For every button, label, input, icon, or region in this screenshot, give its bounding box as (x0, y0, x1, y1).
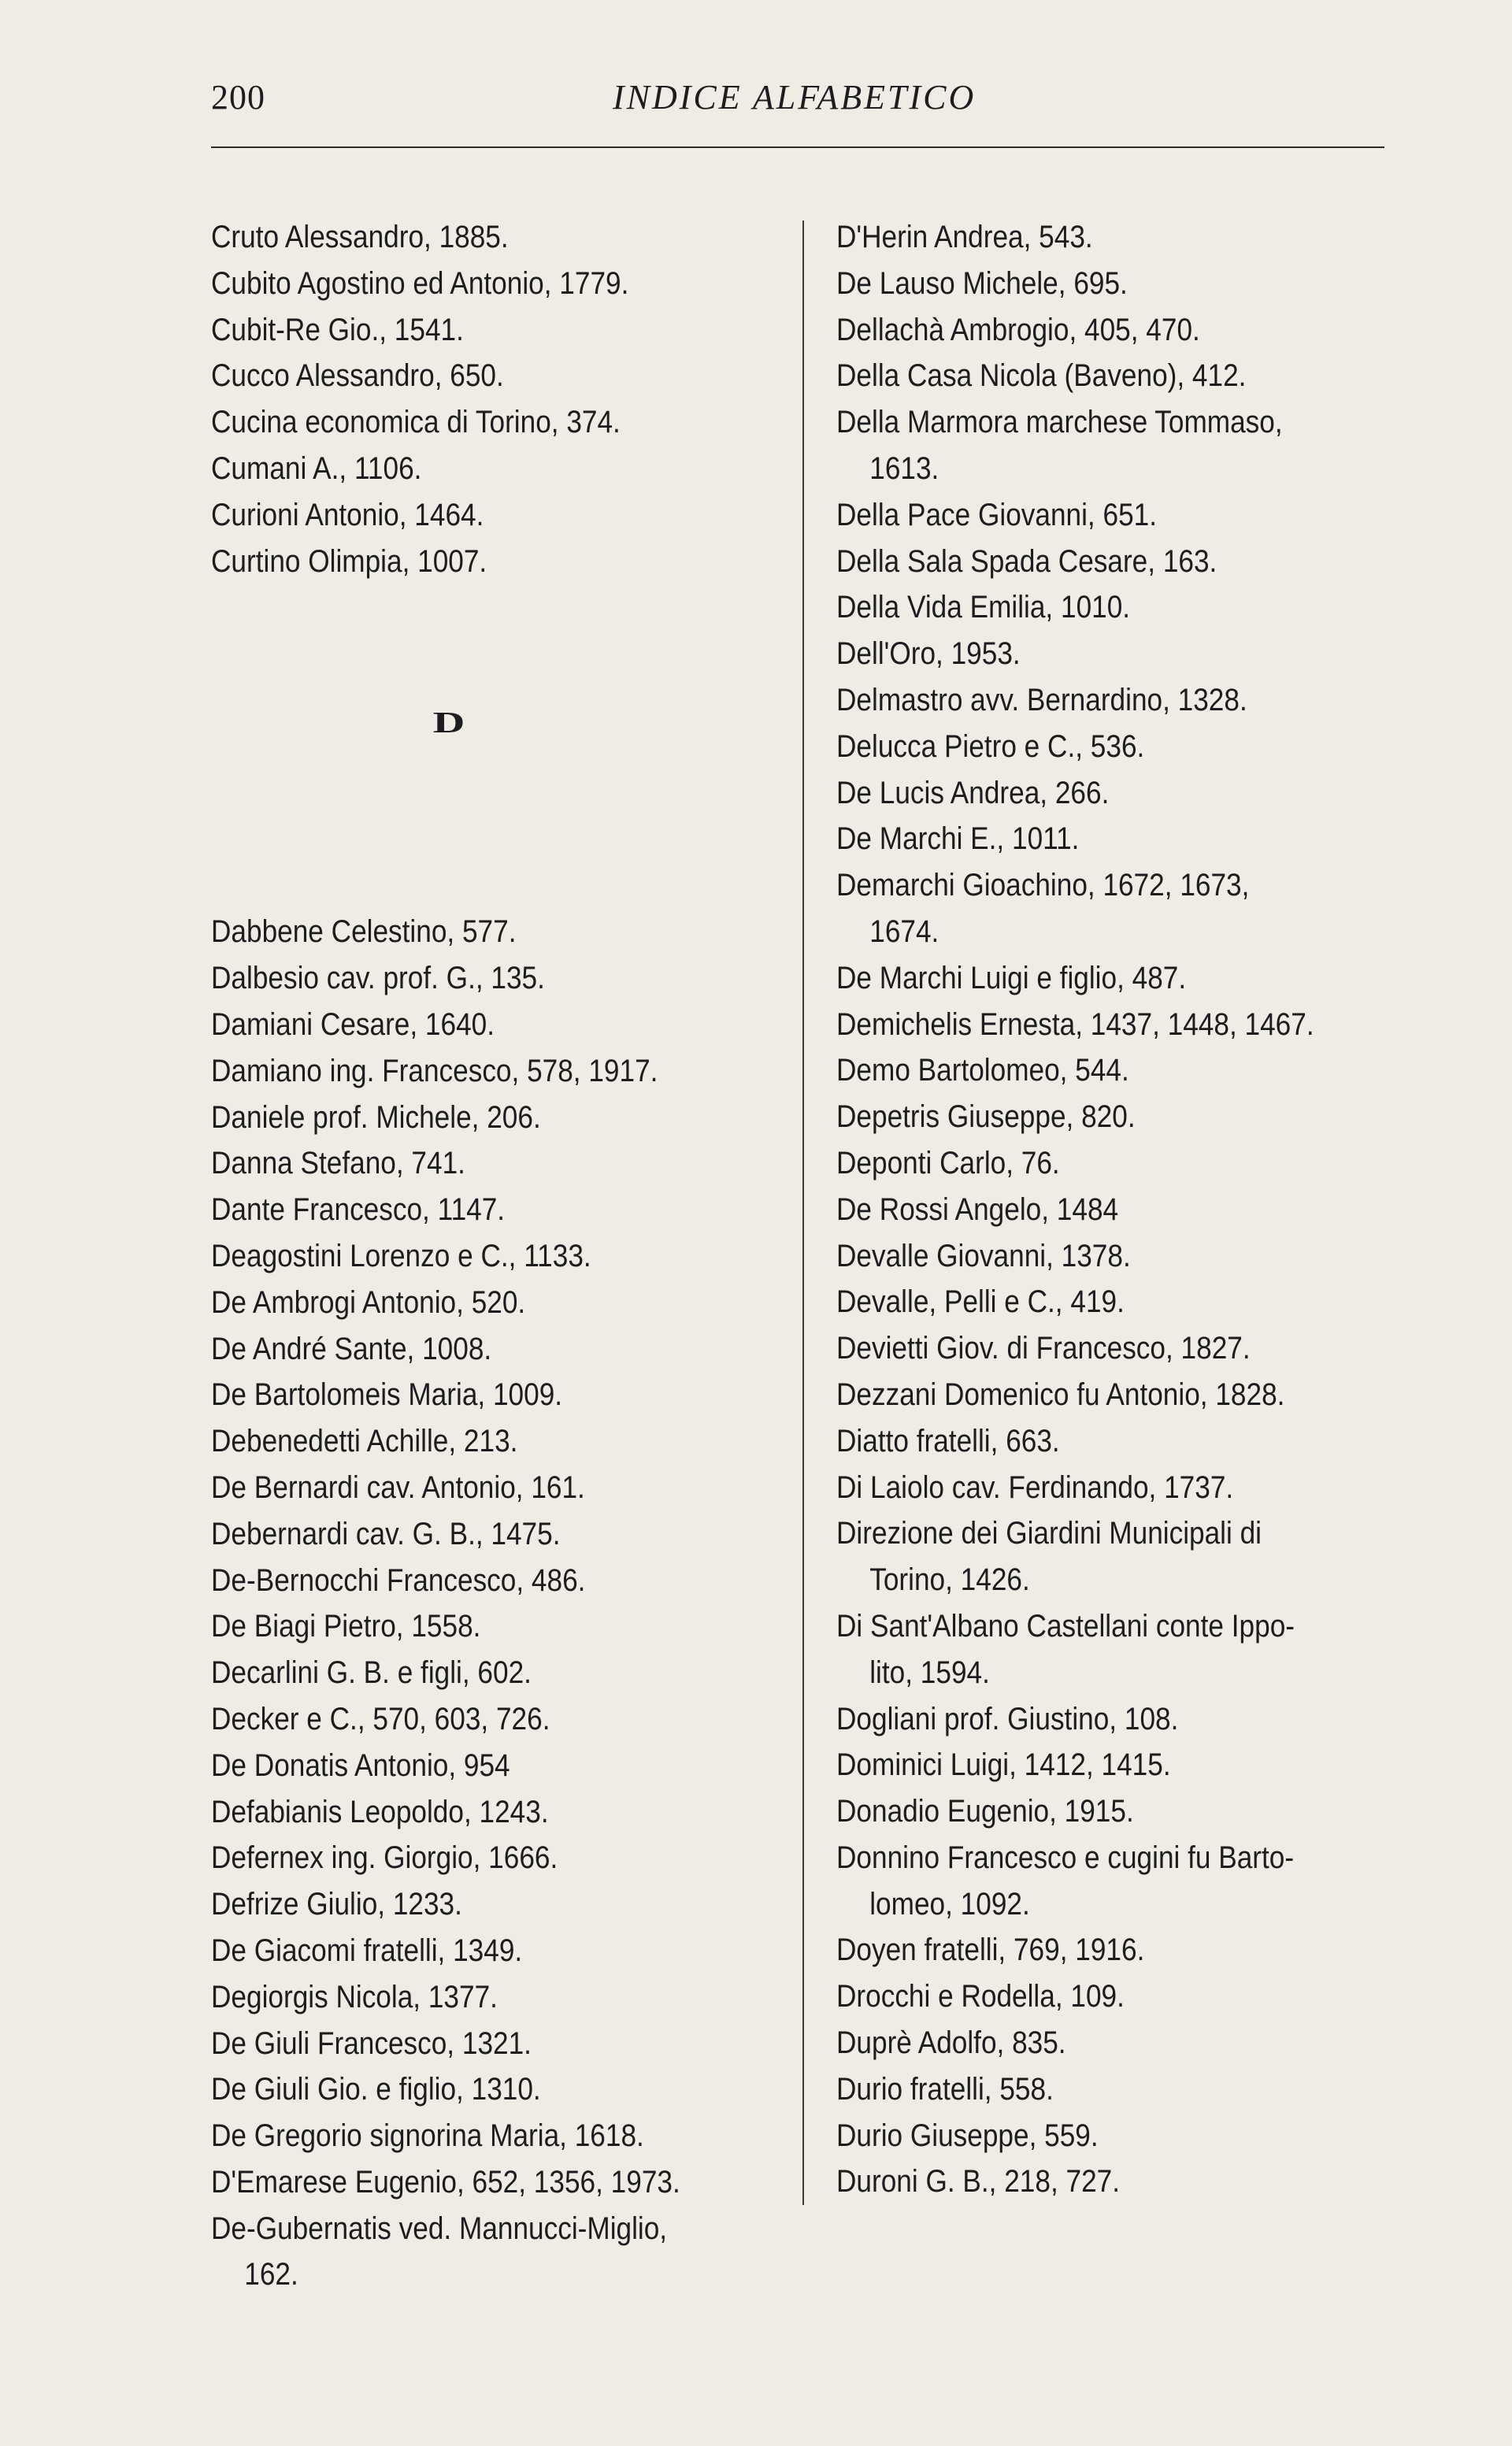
index-entry (211, 1881, 780, 1928)
entry-text: Dabbene Celestino, 577. (211, 914, 517, 950)
entry-text: Della Marmora marchese Tommaso, (836, 405, 1283, 440)
index-entry (211, 1465, 780, 1511)
entry-text: Doyen fratelli, 769, 1916. (836, 1933, 1145, 1968)
index-entry (836, 214, 1446, 261)
entry-text: Demo Bartolomeo, 544. (836, 1053, 1129, 1088)
entry-continuation: lomeo, 1092. (869, 1886, 1030, 1922)
entry-text: Cucina economica di Torino, 374. (211, 405, 621, 440)
right-column (836, 214, 1446, 2205)
index-entry (836, 1973, 1446, 2020)
entry-text: Dell'Oro, 1953. (836, 636, 1021, 672)
index-entry (836, 307, 1446, 354)
entry-text: Cruto Alessandro, 1885. (211, 220, 509, 254)
entry-text: Dante Francesco, 1147. (211, 1192, 506, 1228)
entry-text: Demarchi Gioachino, 1672, 1673, (836, 868, 1250, 903)
index-entry (836, 770, 1446, 817)
entry-text: Debernardi cav. G. B., 1475. (211, 1516, 561, 1551)
entry-text: Devalle, Pelli e C., 419. (836, 1284, 1125, 1320)
entry-text: Della Vida Emilia, 1010. (836, 590, 1131, 625)
index-entry (836, 955, 1446, 1002)
entry-text: Deponti Carlo, 76. (836, 1145, 1060, 1180)
entry-text: De Ambrogi Antonio, 520. (211, 1284, 526, 1320)
entry-continuation: lito, 1594. (869, 1655, 990, 1690)
entry-text: De Giuli Gio. e figlio, 1310. (211, 2072, 541, 2107)
entry-text: Decker e C., 570, 603, 726. (211, 1701, 550, 1736)
index-entry (211, 1743, 780, 1789)
index-entry (836, 2020, 1446, 2066)
entry-text: De Biagi Pietro, 1558. (211, 1609, 481, 1644)
entry-text: Duroni G. B., 218, 727. (836, 2164, 1121, 2200)
entry-text: De Giacomi fratelli, 1349. (211, 1933, 523, 1968)
index-entry (836, 584, 1446, 631)
entry-text: Dalbesio cav. prof. G., 135. (211, 961, 545, 996)
entry-text: Donnino Francesco e cugini fu Barto- (836, 1840, 1295, 1875)
index-entry (211, 2206, 780, 2299)
index-entry (211, 1603, 780, 1650)
index-entry (211, 955, 780, 1002)
entry-text: Dogliani prof. Giustino, 108. (836, 1701, 1179, 1736)
index-entry (211, 1789, 780, 1836)
index-entry (211, 1002, 780, 1048)
entry-text: De Donatis Antonio, 954 (211, 1747, 510, 1783)
entries-before-letter (211, 214, 780, 584)
index-entry (211, 214, 780, 261)
entry-text: Danna Stefano, 741. (211, 1146, 465, 1181)
page-number: 200 (211, 78, 265, 117)
index-entry (211, 1558, 780, 1604)
header-rule (211, 146, 1384, 148)
entry-text: Daniele prof. Michele, 206. (211, 1099, 541, 1135)
index-entry (836, 1187, 1446, 1233)
index-entry (211, 1187, 780, 1233)
index-entry (836, 1696, 1446, 1743)
entry-text: Defrize Giulio, 1233. (211, 1887, 462, 1922)
index-entry (211, 1048, 780, 1095)
entry-text: D'Emarese Eugenio, 652, 1356, 1973. (211, 2164, 680, 2200)
index-entry (211, 261, 780, 307)
index-entry (211, 353, 780, 399)
index-entry (836, 261, 1446, 307)
index-entry (211, 1928, 780, 1974)
index-entry (836, 1465, 1446, 1511)
entry-text: Damiani Cesare, 1640. (211, 1006, 495, 1042)
index-entry (211, 1326, 780, 1373)
page-header (211, 77, 1384, 132)
entry-text: Defernex ing. Giorgio, 1666. (211, 1840, 558, 1876)
index-entry (836, 1002, 1446, 1048)
entry-continuation: Torino, 1426. (869, 1562, 1030, 1598)
entry-text: De André Sante, 1008. (211, 1331, 492, 1366)
entry-text: De-Bernocchi Francesco, 486. (211, 1562, 586, 1598)
entry-text: Curioni Antonio, 1464. (211, 497, 484, 532)
index-entry (211, 539, 780, 585)
entry-text: Debenedetti Achille, 213. (211, 1424, 518, 1459)
index-entry (211, 2021, 780, 2067)
entry-text: Depetris Giuseppe, 820. (836, 1099, 1136, 1135)
entry-text: Demichelis Ernesta, 1437, 1448, 1467. (836, 1006, 1314, 1042)
index-entry (211, 399, 780, 446)
index-entry (836, 1325, 1446, 1372)
index-entry (836, 1788, 1446, 1835)
index-entry (836, 1510, 1446, 1603)
entry-text: De Gregorio signorina Maria, 1618. (211, 2118, 644, 2154)
entry-text: Duprè Adolfo, 835. (836, 2025, 1066, 2061)
index-entry (211, 446, 780, 492)
index-entry (836, 492, 1446, 539)
index-entry (836, 1927, 1446, 1973)
index-entry (211, 1418, 780, 1465)
entry-text: Di Sant'Albano Castellani conte Ippo- (836, 1608, 1295, 1644)
entry-text: Defabianis Leopoldo, 1243. (211, 1794, 549, 1829)
entry-text: De Marchi E., 1011. (836, 821, 1080, 857)
entry-text: De Giuli Francesco, 1321. (211, 2025, 532, 2061)
index-entry (836, 1835, 1446, 1928)
index-entry (836, 1279, 1446, 1325)
index-entry (836, 2113, 1446, 2159)
index-entry (211, 1095, 780, 1141)
entry-text: Della Casa Nicola (Baveno), 412. (836, 358, 1247, 394)
entry-text: Delucca Pietro e C., 536. (836, 728, 1145, 764)
entry-text: De Bernardi cav. Antonio, 161. (211, 1469, 585, 1505)
index-entry (836, 1603, 1446, 1696)
entry-text: Devietti Giov. di Francesco, 1827. (836, 1331, 1251, 1366)
entry-text: Delmastro avv. Bernardino, 1328. (836, 682, 1247, 717)
index-entry (836, 1372, 1446, 1418)
index-entry (836, 2066, 1446, 2113)
entry-text: Cubit-Re Gio., 1541. (211, 312, 464, 347)
index-entry (836, 1094, 1446, 1140)
left-column (211, 214, 780, 2298)
entry-text: De Rossi Angelo, 1484 (836, 1191, 1119, 1227)
index-entry (211, 1233, 780, 1280)
entry-text: Drocchi e Rodella, 109. (836, 1979, 1125, 2014)
index-entry (211, 2159, 780, 2206)
index-entry (211, 2113, 780, 2159)
entry-text: De Bartolomeis Maria, 1009. (211, 1377, 563, 1413)
index-entry (836, 539, 1446, 585)
entry-text: Dellachà Ambrogio, 405, 470. (836, 312, 1200, 347)
entry-text: Degiorgis Nicola, 1377. (211, 1979, 498, 2014)
index-entry (836, 2159, 1446, 2205)
section-letter-block (211, 584, 780, 909)
entry-text: De Lauso Michele, 695. (836, 265, 1128, 301)
entry-text: De Lucis Andrea, 266. (836, 775, 1110, 810)
entry-text: Cucco Alessandro, 650. (211, 358, 504, 394)
entry-text: Della Sala Spada Cesare, 163. (836, 543, 1217, 579)
index-entry (211, 1696, 780, 1743)
entry-text: Devalle Giovanni, 1378. (836, 1238, 1131, 1273)
entry-text: Damiano ing. Francesco, 578, 1917. (211, 1053, 658, 1088)
index-entry (836, 631, 1446, 677)
entry-continuation: 162. (244, 2257, 298, 2292)
index-entry (211, 1511, 780, 1558)
entry-text: Diatto fratelli, 663. (836, 1423, 1060, 1458)
entry-text: De Marchi Luigi e figlio, 487. (836, 960, 1187, 995)
entry-text: De-Gubernatis ved. Mannucci-Miglio, (211, 2211, 668, 2246)
index-entry (836, 1047, 1446, 1094)
index-entry (211, 2066, 780, 2113)
entry-text: Deagostini Lorenzo e C., 1133. (211, 1238, 591, 1273)
entry-continuation: 1613. (869, 450, 939, 486)
entries-after-letter (211, 909, 780, 2298)
index-entry (211, 492, 780, 539)
index-entry (836, 399, 1446, 492)
entry-continuation: 1674. (869, 914, 939, 949)
entry-text: Di Laiolo cav. Ferdinando, 1737. (836, 1469, 1234, 1505)
entry-text: Decarlini G. B. e figli, 602. (211, 1655, 532, 1691)
entry-text: Dominici Luigi, 1412, 1415. (836, 1747, 1171, 1783)
index-entry (211, 1650, 780, 1696)
index-entry (836, 353, 1446, 399)
entry-text: D'Herin Andrea, 543. (836, 220, 1093, 254)
entry-text: Durio Giuseppe, 559. (836, 2118, 1099, 2153)
index-entry (211, 909, 780, 955)
index-entry (836, 1742, 1446, 1788)
entry-text: Donadio Eugenio, 1915. (836, 1794, 1134, 1829)
entry-text: Direzione dei Giardini Municipali di (836, 1516, 1262, 1551)
column-divider (802, 221, 804, 2205)
index-entry (211, 1974, 780, 2021)
index-entry (211, 1835, 780, 1881)
entry-text: Dezzani Domenico fu Antonio, 1828. (836, 1377, 1285, 1412)
index-entry (211, 1280, 780, 1326)
entry-text: Della Pace Giovanni, 651. (836, 497, 1157, 532)
index-entry (211, 1372, 780, 1418)
entry-text: Cumani A., 1106. (211, 450, 422, 486)
index-entry (836, 1233, 1446, 1280)
entry-text: Cubito Agostino ed Antonio, 1779. (211, 265, 629, 301)
index-entry (836, 1140, 1446, 1187)
index-entry (211, 1140, 780, 1187)
index-entry (836, 816, 1446, 862)
entry-text: Durio fratelli, 558. (836, 2071, 1054, 2107)
section-letter: D (432, 705, 467, 739)
index-entry (836, 724, 1446, 770)
index-entry (836, 862, 1446, 955)
index-entry (836, 677, 1446, 724)
running-title: INDICE ALFABETICO (613, 78, 976, 117)
entry-text: Curtino Olimpia, 1007. (211, 543, 487, 579)
index-entry (211, 307, 780, 354)
index-entry (836, 1418, 1446, 1465)
right-entries (836, 214, 1446, 2205)
